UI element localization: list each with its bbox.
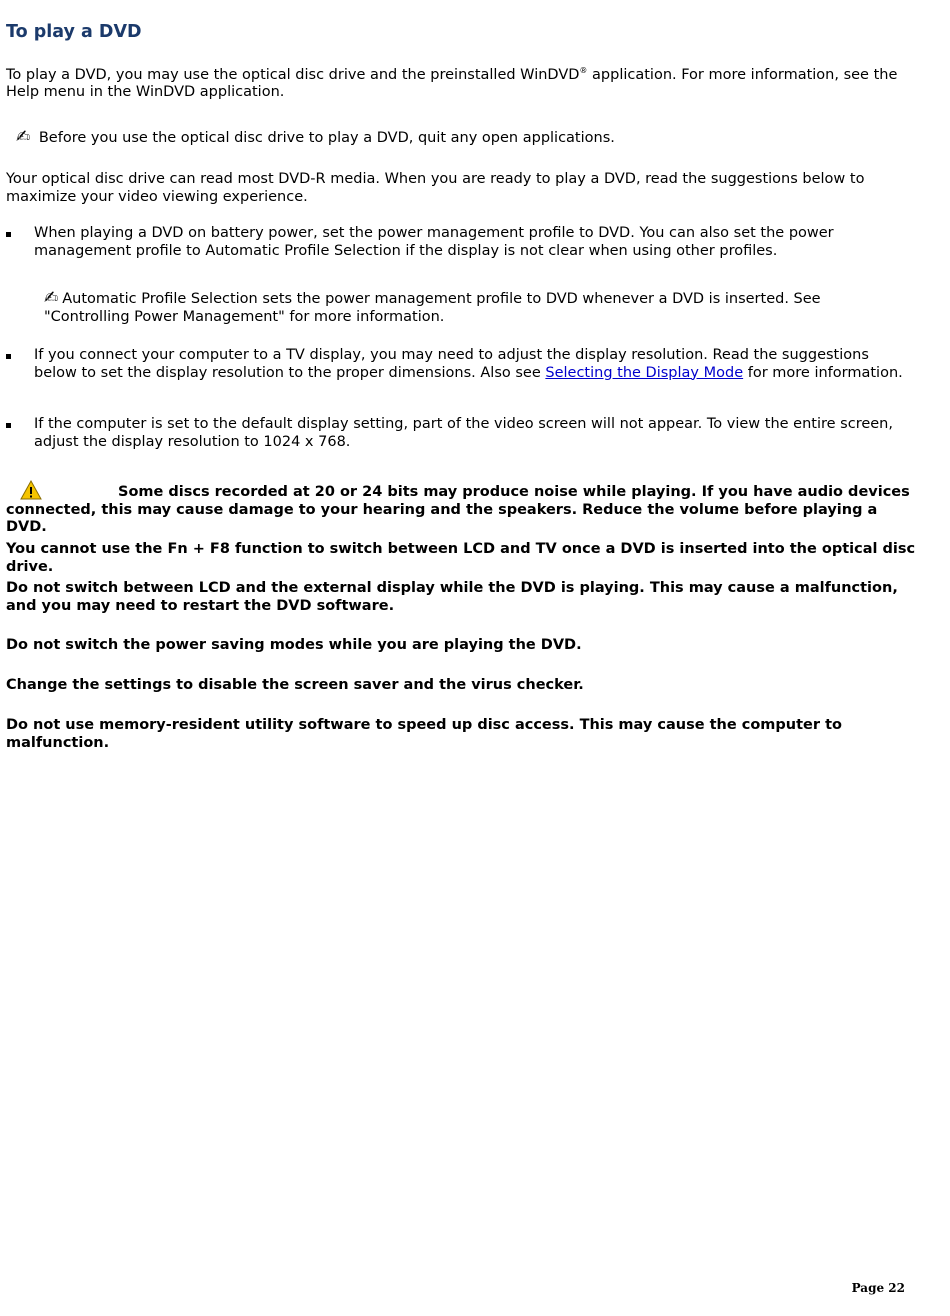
dvd-r-paragraph: Your optical disc drive can read most DVD-R media. When you are ready to play a DVD, read the suggestions below to maximize your video viewing experience. [6, 171, 865, 205]
bullet-marker [6, 354, 11, 359]
note2-text: Automatic Profile Selection sets the power management profile to DVD whenever a DVD is inserted. See "Controlling Power Management" for more information. [44, 291, 821, 325]
bullet-marker [6, 423, 11, 428]
bullet-text-before: If you connect your computer to a TV display, you may need to adjust the display resolution. Read the suggestions below to set the display resolution to the proper dimensions. Also see [34, 347, 869, 381]
registered-mark: ® [579, 66, 588, 75]
warning-paragraph-switch-display: Do not switch between LCD and the external display while the DVD is playing. This may cause a malfunction, and you may need to restart the DVD software. [6, 580, 898, 614]
bullet-marker [6, 232, 11, 237]
intro-text-after: application. For more information, see the Help menu in the WinDVD application. [6, 66, 898, 101]
note-quit-applications [16, 129, 916, 148]
bullet-text [34, 347, 906, 382]
pencil-note-icon: ✍ [44, 288, 59, 308]
intro-text-before: To play a DVD, you may use the optical disc drive and the preinstalled WinDVD [6, 66, 580, 83]
warning-paragraph-power-saving: Do not switch the power saving modes while you are playing the DVD. [6, 637, 582, 653]
warning-text: Some discs recorded at 20 or 24 bits may produce noise while playing. If you have audio devices connected, this may cause damage to your hearing and the speakers. Reduce the volume before playing a DVD. [6, 484, 910, 535]
bullet-text-after: for more information. [743, 364, 903, 381]
selecting-display-mode-link[interactable]: Selecting the Display Mode [545, 364, 744, 381]
bullet-default-display [6, 416, 906, 451]
bullet-text: If the computer is set to the default display setting, part of the video screen will not appear. To view the entire screen, adjust the display resolution to 1024 x 768. [34, 416, 893, 450]
warning-paragraph-memory-resident: Do not use memory-resident utility software to speed up disc access. This may cause the computer to malfunction. [6, 717, 842, 751]
note1-text: Before you use the optical disc drive to play a DVD, quit any open applications. [38, 130, 615, 146]
bullet-tv-display [6, 347, 906, 382]
page-title: To play a DVD [6, 22, 142, 42]
intro-paragraph [6, 62, 918, 102]
pencil-note-icon: ✍ [16, 127, 31, 147]
warning-paragraph-screen-saver: Change the settings to disable the screen saver and the virus checker. [6, 677, 584, 693]
warning-paragraph-fn-f8: You cannot use the Fn + F8 function to switch between LCD and TV once a DVD is inserted into the optical disc drive. [6, 541, 916, 575]
bullet-battery-power [6, 225, 906, 260]
bullet-text: When playing a DVD on battery power, set the power management profile to DVD. You can also set the power management profile to Automatic Profile Selection if the display is not clear when using other profiles. [34, 225, 834, 259]
page-number: Page 22 [851, 1281, 905, 1295]
note-automatic-profile [44, 290, 904, 326]
